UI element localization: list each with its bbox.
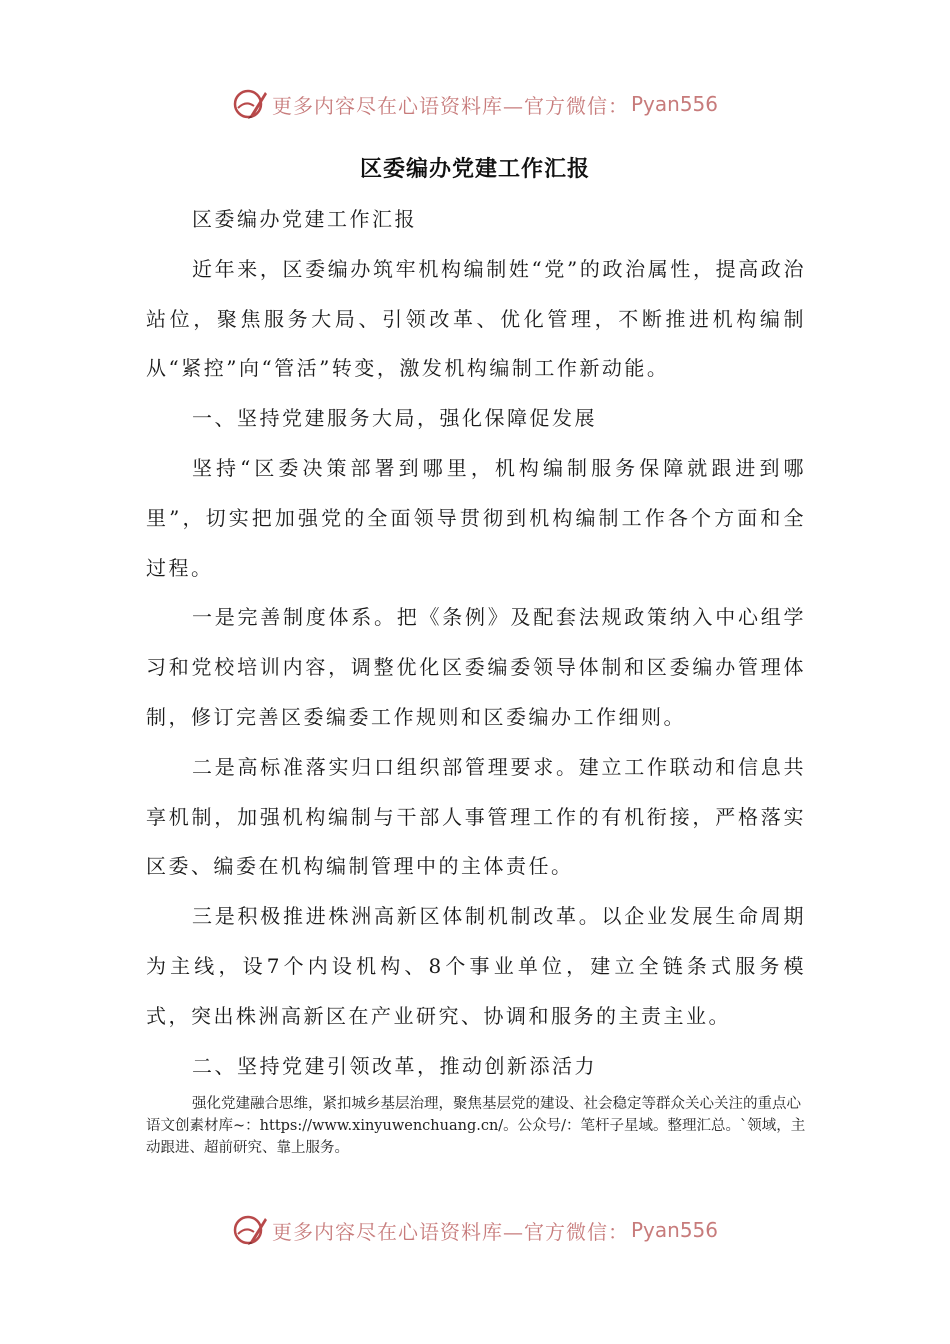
paragraph: 坚持“区委决策部署到哪里，机构编制服务保障就跟进到哪里”，切实把加强党的全面领导贯彻到机构编制工作各个方面和全过程。	[146, 455, 806, 580]
header-banner	[0, 84, 950, 124]
section-heading: 一、坚持党建服务大局，强化保障促发展	[192, 406, 597, 431]
paragraph: 三是积极推进株洲高新区体制机制改革。以企业发展生命周期为主线，设7个内设机构、8个事业单位，建立全链条式服务模式，突出株洲高新区在产业研究、协调和服务的主责主业。	[146, 904, 806, 1028]
banner-text: 更多内容尽在心语资料库—官方微信：	[271, 1219, 629, 1244]
paragraph: 一是完善制度体系。把《条例》及配套法规政策纳入中心组学习和党校培训内容，调整优化区委编委领导体制和区委编办管理体制，修订完善区委编委工作规则和区委编办工作细则。	[146, 605, 806, 729]
paragraph: 近年来，区委编办筑牢机构编制姓“党”的政治属性，提高政治站位，聚焦服务大局、引领改革、优化管理，不断推进机构编制从“紧控”向“管活”转变，激发机构编制工作新动能。	[146, 256, 806, 381]
document-body	[146, 195, 806, 1091]
banner-wechat-id: Pyan556	[630, 92, 718, 116]
banner-wechat-id: Pyan556	[630, 1218, 718, 1242]
pen-logo-icon	[232, 1212, 268, 1248]
section-heading: 二、坚持党建引领改革，推动创新添活力	[192, 1053, 597, 1078]
footer-banner	[0, 1210, 950, 1250]
paragraph: 二是高标准落实归口组织部管理要求。建立工作联动和信息共享机制，加强机构编制与干部人事管理工作的有机衔接，严格落实区委、编委在机构编制管理中的主体责任。	[146, 754, 806, 879]
document-title: 区委编办党建工作汇报	[359, 157, 590, 182]
paragraph: 区委编办党建工作汇报	[192, 207, 417, 231]
banner-text: 更多内容尽在心语资料库—官方微信：	[271, 93, 629, 118]
small-paragraph: 强化党建融合思维，紧扣城乡基层治理，聚焦基层党的建设、社会稳定等群众关心关注的重点心语文创素材库~：https://www.xinyuwenchuang.cn/。公众号/：笔杆子星域。整理汇总。`领域，主动跟进、超前研究、靠上服务。	[146, 1096, 806, 1156]
pen-logo-icon	[232, 86, 268, 122]
